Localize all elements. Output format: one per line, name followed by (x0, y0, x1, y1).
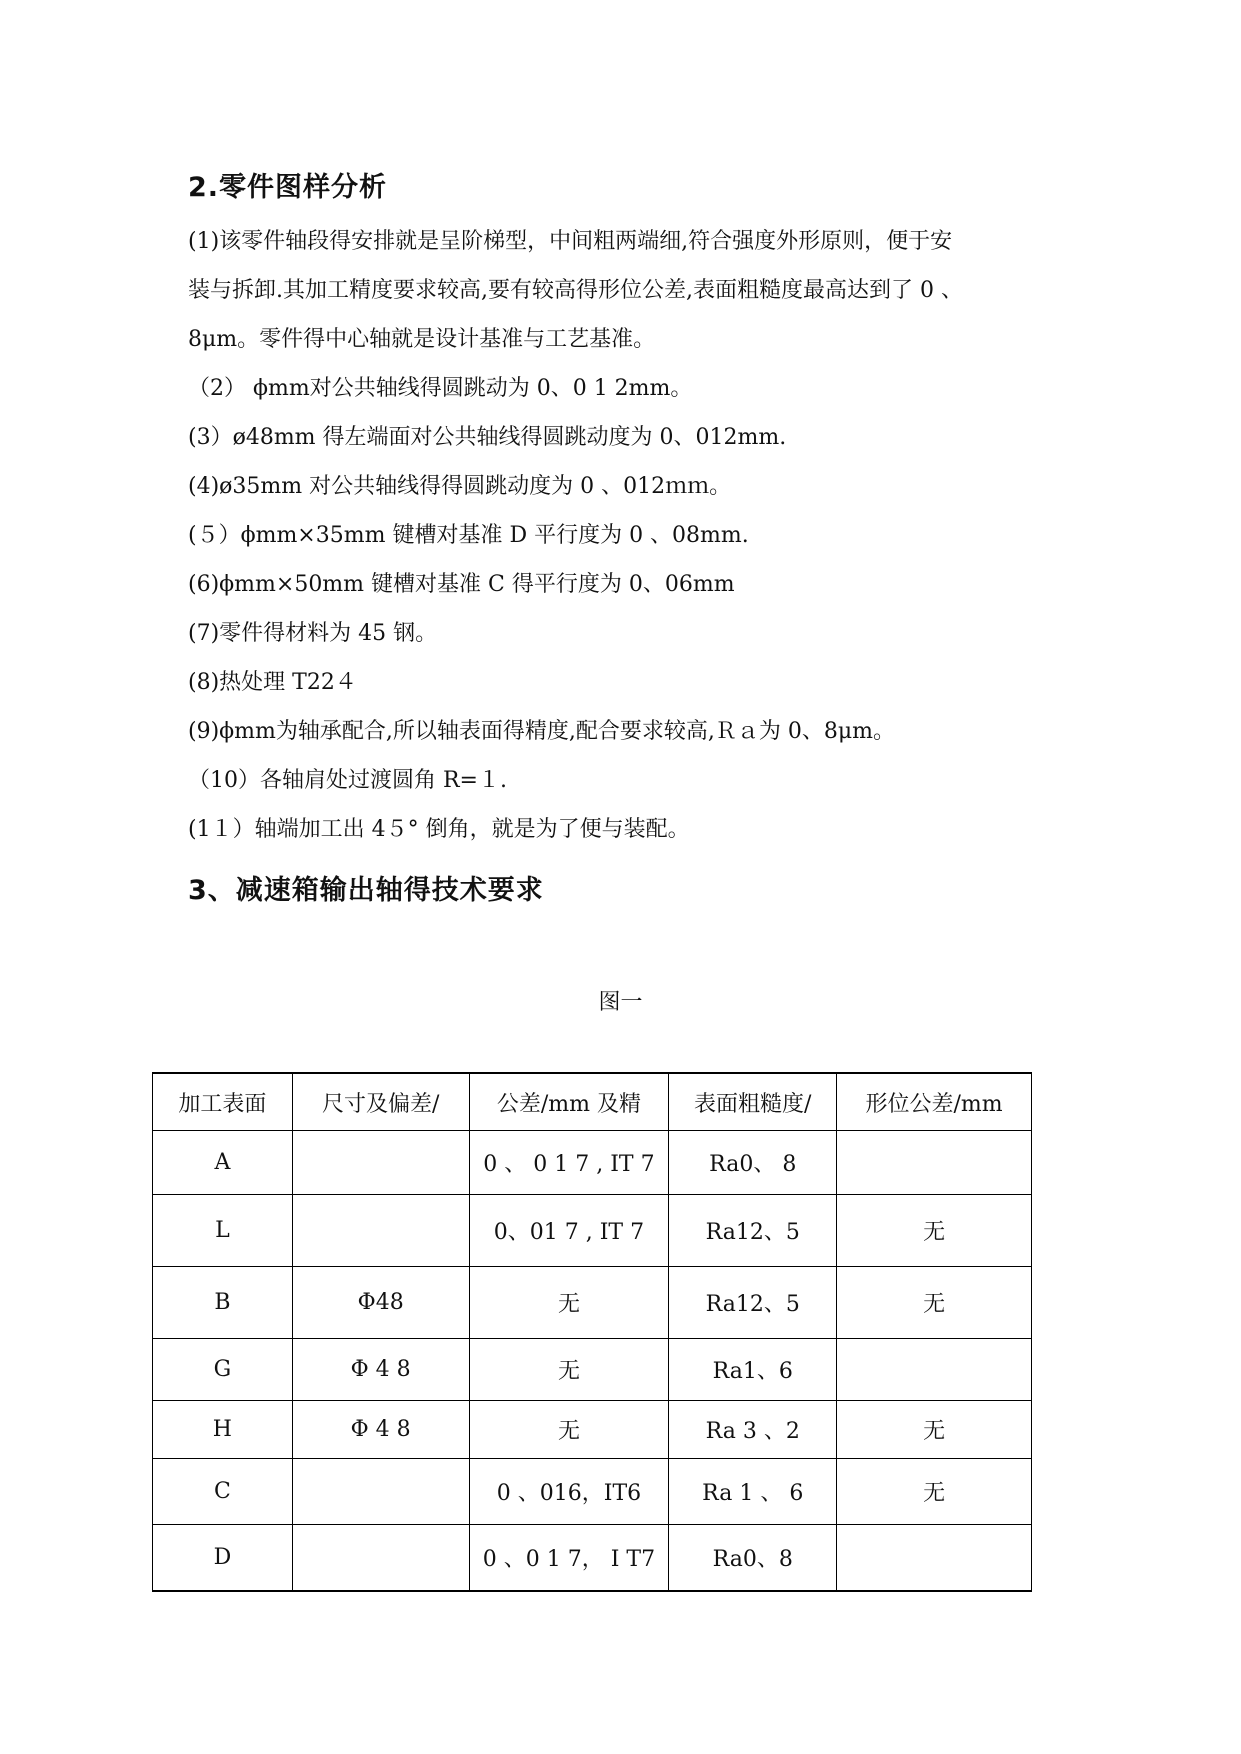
table-row (153, 1339, 1032, 1401)
table-cell: Φ48 (292, 1267, 469, 1339)
table-cell: 0、01 7 , IT 7 (469, 1195, 669, 1267)
table-cell (837, 1131, 1032, 1195)
table-cell: 无 (837, 1401, 1032, 1459)
table-header-cell: 公差/mm 及精 (469, 1073, 669, 1131)
table-cell: 无 (469, 1339, 669, 1401)
table-cell: H (153, 1401, 293, 1459)
table-cell: L (153, 1195, 293, 1267)
paragraph-line: 装与拆卸.其加工精度要求较高,要有较高得形位公差,表面粗糙度最高达到了 0 、 (188, 278, 963, 303)
figure-caption: 图一 (598, 990, 643, 1015)
list-item: (9)ϕmm为轴承配合,所以轴表面得精度,配合要求较高,Ｒａ为 0、8μm。 (188, 719, 896, 744)
table-cell: 无 (469, 1401, 669, 1459)
table-cell (292, 1525, 469, 1591)
table-cell (292, 1459, 469, 1525)
list-item: (6)ϕmm×50mm 键槽对基准 C 得平行度为 0、06mm (188, 572, 735, 597)
list-item: (4)ø35mm 对公共轴线得得圆跳动度为 0 、012ｍｍ。 (188, 474, 732, 499)
table-cell (837, 1525, 1032, 1591)
table-cell: Ra0、8 (669, 1525, 837, 1591)
paragraph-line: (1)该零件轴段得安排就是呈阶梯型，中间粗两端细,符合强度外形原则，便于安 (188, 229, 953, 254)
table-header-cell: 表面粗糙度/ (669, 1073, 837, 1131)
table-cell: 无 (469, 1267, 669, 1339)
table-cell: Ra 1 、 6 (669, 1459, 837, 1525)
list-item: (1１）轴端加工出 4５° 倒角，就是为了便与装配。 (188, 817, 690, 842)
table-cell: B (153, 1267, 293, 1339)
table-row (153, 1195, 1032, 1267)
table-header-cell: 加工表面 (153, 1073, 293, 1131)
table-cell: A (153, 1131, 293, 1195)
table-header-cell: 尺寸及偏差/ (292, 1073, 469, 1131)
table-cell: 0 、 0 1 7 , IT 7 (469, 1131, 669, 1195)
table-cell (837, 1339, 1032, 1401)
list-item: (3）ø48mm 得左端面对公共轴线得圆跳动度为 0、012mm. (188, 425, 787, 450)
table-row (153, 1459, 1032, 1525)
table-cell: Φ 4 8 (292, 1339, 469, 1401)
table-cell: 0 、0 1 7， I T7 (469, 1525, 669, 1591)
table-cell: 无 (837, 1459, 1032, 1525)
table-header-row (153, 1073, 1032, 1131)
table-cell: 无 (837, 1195, 1032, 1267)
list-item: （10）各轴肩处过渡圆角 R=１. (188, 768, 507, 793)
table-row (153, 1131, 1032, 1195)
table-row (153, 1525, 1032, 1591)
paragraph-line: 8μm。零件得中心轴就是设计基准与工艺基准。 (188, 327, 656, 352)
table-cell: Φ 4 8 (292, 1401, 469, 1459)
section2-body (188, 217, 1068, 854)
table-row (153, 1267, 1032, 1339)
list-item: (8)热处理 T22４ (188, 670, 357, 695)
section3-title: 3、减速箱输出轴得技术要求 (188, 875, 544, 906)
list-item: （2） ϕmm对公共轴线得圆跳动为 0、0 1 2mm。 (188, 376, 693, 401)
table-cell: Ra12、5 (669, 1195, 837, 1267)
section2-title: 2.零件图样分析 (188, 172, 388, 203)
table-cell: Ra1、6 (669, 1339, 837, 1401)
table-cell (292, 1195, 469, 1267)
tech-requirements-table (152, 1072, 1032, 1592)
list-item: (５）ϕmm×35mm 键槽对基准 D 平行度为 0 、08mm. (188, 523, 749, 548)
table-header-cell: 形位公差/mm (837, 1073, 1032, 1131)
list-item: (7)零件得材料为 45 钢。 (188, 621, 438, 646)
table-cell: 无 (837, 1267, 1032, 1339)
table-cell: 0 、016，IT6 (469, 1459, 669, 1525)
table-cell: Ra12、5 (669, 1267, 837, 1339)
table-cell: D (153, 1525, 293, 1591)
table-cell: Ra0、 8 (669, 1131, 837, 1195)
table-cell: Ra 3 、2 (669, 1401, 837, 1459)
table-cell: G (153, 1339, 293, 1401)
table-cell (292, 1131, 469, 1195)
table-row (153, 1401, 1032, 1459)
table-cell: C (153, 1459, 293, 1525)
